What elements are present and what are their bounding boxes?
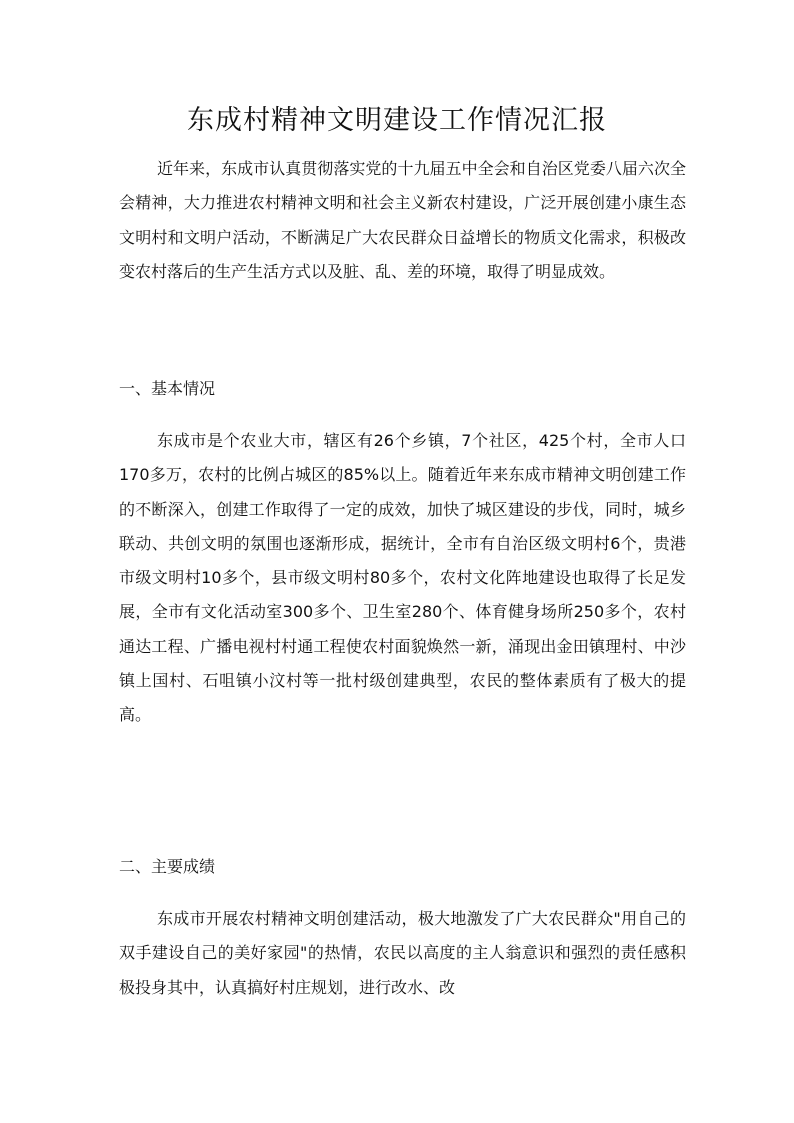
intro-paragraph: 近年来，东成市认真贯彻落实党的十九届五中全会和自治区党委八届六次全会精神，大力推进农村精神文明和社会主义新农村建设，广泛开展创建小康生态文明村和文明户活动，不断满足广大农民群众日益增长的物质文化需求，积极改变农村落后的生产生活方式以及脏、乱、差的环境，取得了明显成效。 — [119, 159, 686, 281]
section-heading-achievements: 二、主要成绩 — [119, 857, 216, 876]
section-body-achievements: 东成市开展农村精神文明创建活动，极大地激发了广大农民群众"用自己的双手建设自己的美好家园"的热情，农民以高度的主人翁意识和强烈的责任感积极投身其中，认真搞好村庄规划，进行改水、改 — [119, 909, 686, 997]
document-title: 东成村精神文明建设工作情况汇报 — [187, 105, 607, 136]
section-body-basic: 东成市是个农业大市，辖区有26个乡镇，7个社区，425个村，全市人口170多万，农村的比例占城区的85%以上。随着近年来东成市精神文明创建工作的不断深入，创建工作取得了一定的成效，加快了城区建设的步伐，同时，城乡联动、共创文明的氛围也逐渐形成，据统计，全市有自治区级文明村6个，贵港市级文明村10多个，县市级文明村80多个，农村文化阵地建设也取得了长足发展，全市有文化活动室300多个、卫生室280个、体育健身场所250多个，农村通达工程、广播电视村村通工程使农村面貌焕然一新，涌现出金田镇理村、中沙镇上国村、石咀镇小汶村等一批村级创建典型，农民的整体素质有了极大的提高。 — [119, 431, 686, 725]
section-heading-basic: 一、基本情况 — [119, 379, 216, 398]
